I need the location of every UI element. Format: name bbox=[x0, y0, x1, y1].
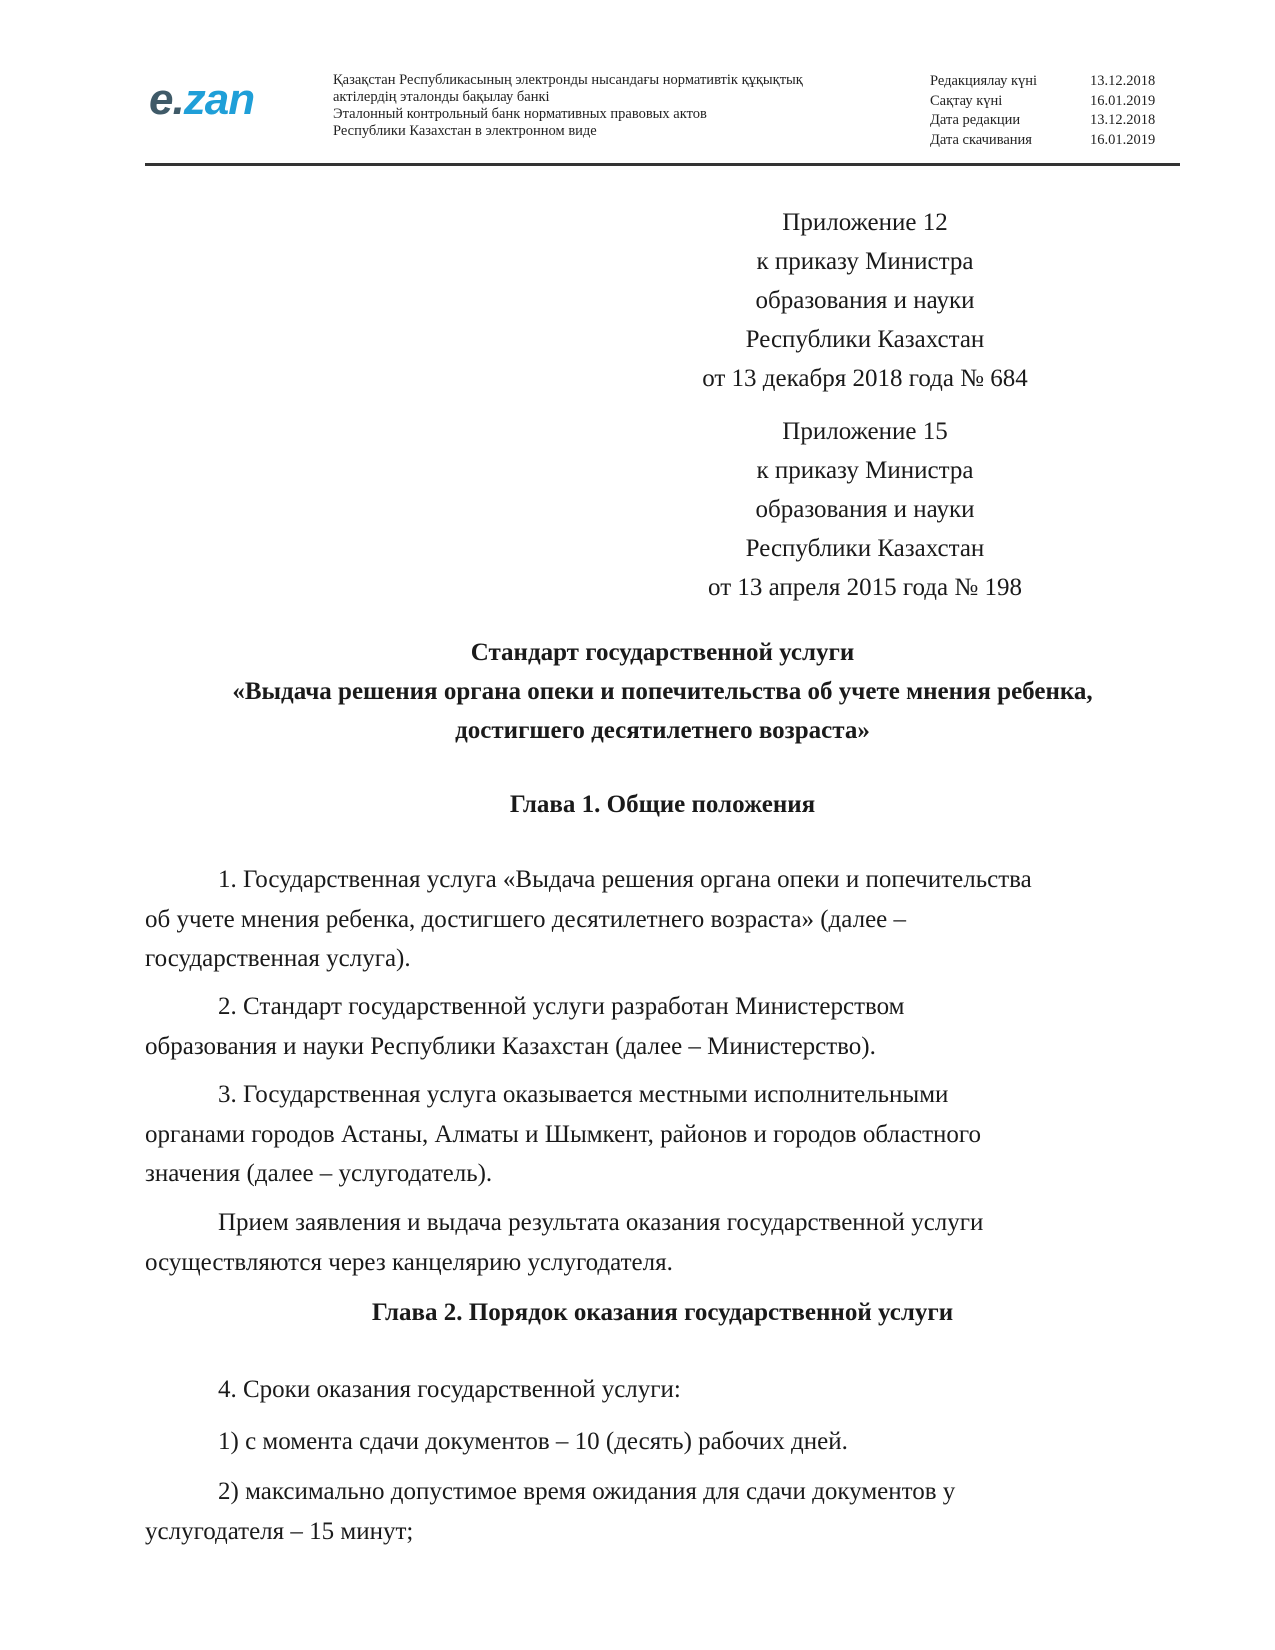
paragraph-3 bbox=[145, 1075, 1180, 1194]
page-header bbox=[145, 68, 1180, 163]
header-description-line: Республики Казахстан в электронном виде bbox=[333, 123, 597, 139]
appendix-line: Приложение 12 bbox=[782, 209, 948, 236]
header-description-line: актілердің эталонды бақылау банкі bbox=[333, 89, 550, 105]
appendix-line: от 13 апреля 2015 года № 198 bbox=[708, 574, 1022, 601]
meta-row bbox=[930, 111, 1170, 131]
appendix-line: Приложение 15 bbox=[782, 418, 948, 445]
header-meta-table bbox=[930, 72, 1170, 150]
ezan-logo: e.zan bbox=[149, 75, 255, 124]
paragraph-line: услугодателя – 15 минут; bbox=[145, 1517, 414, 1545]
meta-row bbox=[930, 92, 1170, 112]
appendix-line: образования и науки bbox=[755, 496, 975, 523]
appendix-block-12 bbox=[640, 203, 1090, 398]
paragraph-4 bbox=[145, 1370, 1180, 1410]
paragraph-line: об учете мнения ребенка, достигшего десятилетнего возраста» (далее – bbox=[145, 905, 907, 933]
meta-row bbox=[930, 72, 1170, 92]
meta-label: Редакциялау күні bbox=[930, 73, 1038, 89]
meta-label: Дата редакции bbox=[930, 112, 1021, 128]
meta-value: 13.12.2018 bbox=[1090, 112, 1156, 128]
title-line: «Выдача решения органа опеки и попечительства об учете мнения ребенка, bbox=[232, 678, 1093, 705]
paragraph-line: 3. Государственная услуга оказывается местными исполнительными bbox=[218, 1081, 949, 1108]
appendix-line: к приказу Министра bbox=[756, 248, 974, 275]
appendix-line: к приказу Министра bbox=[756, 457, 974, 484]
appendix-line: от 13 декабря 2018 года № 684 bbox=[702, 365, 1028, 392]
paragraph-line: 1) с момента сдачи документов – 10 (десять) рабочих дней. bbox=[218, 1428, 848, 1455]
paragraph-1 bbox=[145, 860, 1180, 979]
appendix-line: образования и науки bbox=[755, 287, 975, 314]
meta-value: 16.01.2019 bbox=[1090, 92, 1156, 109]
paragraph-reception bbox=[145, 1203, 1180, 1282]
header-description bbox=[333, 72, 893, 140]
meta-label: Сақтау күні bbox=[930, 92, 1003, 109]
header-divider bbox=[145, 163, 1180, 166]
appendix-line: Республики Казахстан bbox=[745, 326, 985, 353]
paragraph-line: значения (далее – услугодатель). bbox=[145, 1160, 493, 1187]
meta-value: 16.01.2019 bbox=[1090, 131, 1156, 148]
title-line: Стандарт государственной услуги bbox=[470, 639, 855, 666]
paragraph-line: 1. Государственная услуга «Выдача решения органа опеки и попечительства bbox=[218, 866, 1032, 893]
title-line: достигшего десятилетнего возраста» bbox=[455, 717, 870, 744]
paragraph-4-2 bbox=[145, 1472, 1180, 1551]
meta-label: Дата скачивания bbox=[930, 131, 1032, 148]
header-description-line: Эталонный контрольный банк нормативных правовых актов bbox=[333, 106, 707, 122]
meta-value: 13.12.2018 bbox=[1090, 73, 1156, 89]
paragraph-line: государственная услуга). bbox=[145, 945, 411, 972]
paragraph-line: 2) максимально допустимое время ожидания для сдачи документов у bbox=[218, 1478, 956, 1505]
paragraph-line: 4. Сроки оказания государственной услуги: bbox=[218, 1376, 681, 1403]
chapter-1-heading: Глава 1. Общие положения bbox=[509, 791, 816, 818]
paragraph-line: 2. Стандарт государственной услуги разработан Министерством bbox=[218, 993, 905, 1020]
header-description-line: Қазақстан Республикасының электронды нысандағы нормативтік құқықтық bbox=[333, 72, 803, 88]
paragraph-line: осуществляются через канцелярию услугодателя. bbox=[145, 1248, 673, 1276]
appendix-block-15 bbox=[640, 412, 1090, 607]
paragraph-line: органами городов Астаны, Алматы и Шымкент, районов и городов областного bbox=[145, 1120, 982, 1148]
paragraph-line: Прием заявления и выдача результата оказания государственной услуги bbox=[218, 1209, 984, 1236]
paragraph-line: образования и науки Республики Казахстан (далее – Министерство). bbox=[145, 1032, 876, 1060]
paragraph-2 bbox=[145, 987, 1180, 1066]
document-title bbox=[145, 633, 1180, 750]
chapter-2-heading: Глава 2. Порядок оказания государственной услуги bbox=[371, 1299, 954, 1326]
appendix-line: Республики Казахстан bbox=[745, 535, 985, 562]
meta-row bbox=[930, 131, 1170, 151]
paragraph-4-1 bbox=[145, 1422, 1180, 1462]
